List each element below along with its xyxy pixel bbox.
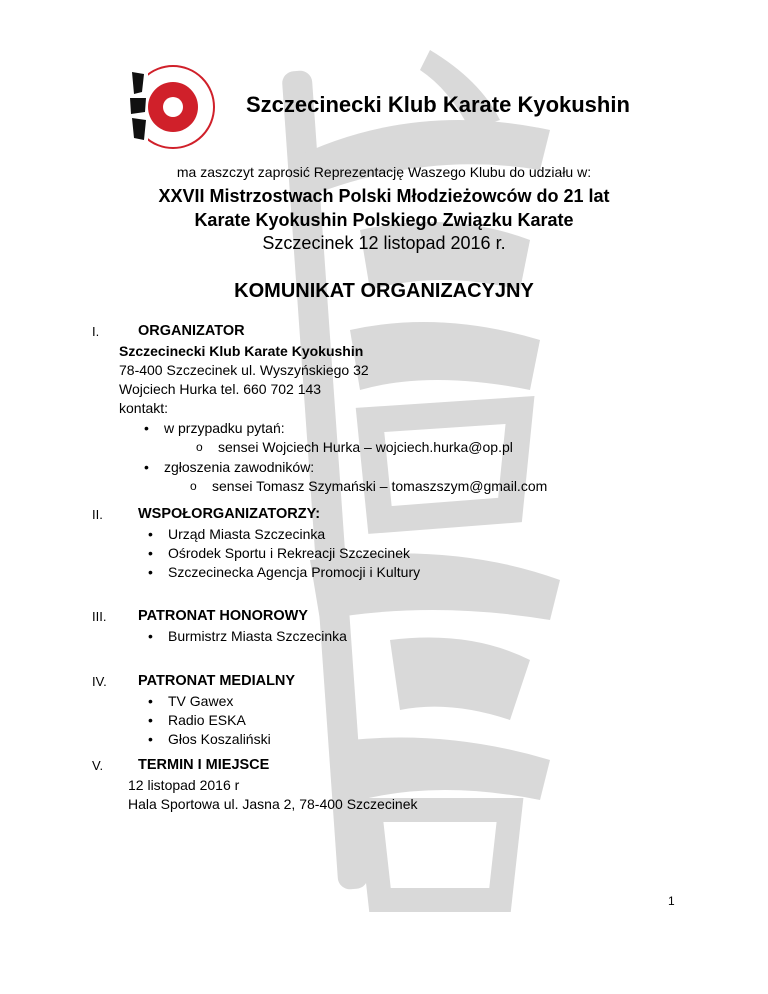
contact-questions: o sensei Wojciech Hurka – wojciech.hurka@op.pl <box>196 439 513 455</box>
contact-label: kontakt: <box>119 400 169 416</box>
organizer-person: Wojciech Hurka tel. 660 702 143 <box>119 381 322 397</box>
list-item: • zgłoszenia zawodników: <box>144 459 315 475</box>
list-item: • Ośrodek Sportu i Rekreacji Szczecinek <box>148 545 410 561</box>
section-title-date-place: TERMIN I MIEJSCE <box>138 757 270 773</box>
club-logo <box>118 62 222 152</box>
list-item: • Radio ESKA <box>148 712 246 728</box>
organizer-name: Szczecinecki Klub Karate Kyokushin <box>119 343 364 359</box>
club-title: Szczecinecki Klub Karate Kyokushin <box>246 92 630 117</box>
section-title-honorary: PATRONAT HONOROWY <box>138 608 308 624</box>
list-item: • Głos Koszaliński <box>148 731 271 747</box>
event-date-line: Szczecinek 12 listopad 2016 r. <box>262 233 506 253</box>
section-number: II. <box>92 507 103 522</box>
section-title-organizator: ORGANIZATOR <box>138 323 245 339</box>
event-date: 12 listopad 2016 r <box>128 777 240 793</box>
organizer-address: 78-400 Szczecinek ul. Wyszyńskiego 32 <box>119 362 369 378</box>
list-item: • Burmistrz Miasta Szczecinka <box>148 628 347 644</box>
section-number: III. <box>92 609 107 624</box>
section-title-media: PATRONAT MEDIALNY <box>138 673 296 689</box>
section-number: I. <box>92 324 100 339</box>
document-title: KOMUNIKAT ORGANIZACYJNY <box>234 280 534 302</box>
list-item: • TV Gawex <box>148 693 234 709</box>
contact-registrations: o sensei Tomasz Szymański – tomaszszym@gmail.com <box>190 478 548 494</box>
list-item: • w przypadku pytań: <box>144 420 285 436</box>
event-place: Hala Sportowa ul. Jasna 2, 78-400 Szczecinek <box>128 796 418 812</box>
section-number: IV. <box>92 674 107 689</box>
section-number: V. <box>92 758 104 773</box>
list-item: • Urząd Miasta Szczecinka <box>148 526 326 542</box>
event-title-line1: XXVII Mistrzostwach Polski Młodzieżowców do 21 lat <box>158 186 610 206</box>
page-number: 1 <box>668 894 675 908</box>
event-title-line2: Karate Kyokushin Polskiego Związku Karate <box>194 210 574 230</box>
section-title-coorganizers: WSPOŁORGANIZATORZY: <box>138 506 321 522</box>
list-item: • Szczecinecka Agencja Promocji i Kultury <box>148 564 421 580</box>
invite-line: ma zaszczyt zaprosić Reprezentację Waszego Klubu do udziału w: <box>176 164 592 180</box>
